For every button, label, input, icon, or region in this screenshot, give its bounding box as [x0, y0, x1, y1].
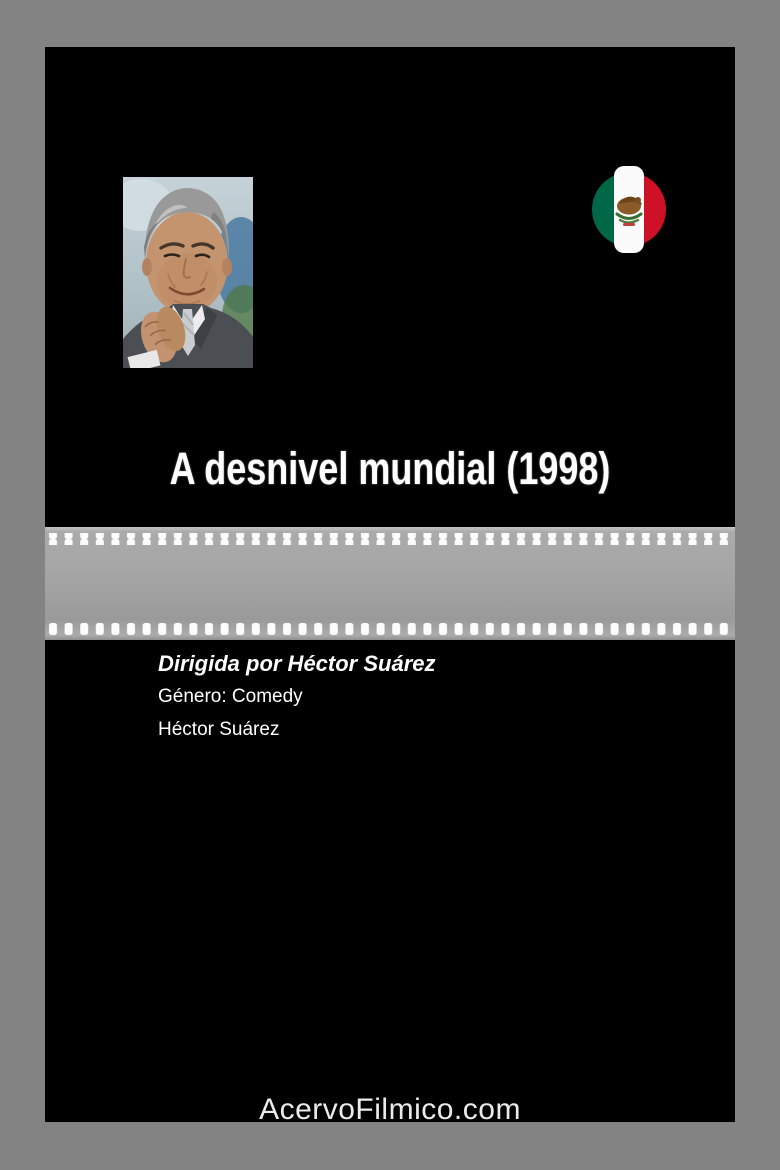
director-credit: Dirigida por Héctor Suárez [158, 651, 436, 676]
credits-block [158, 651, 718, 741]
genre-label: Género: Comedy [158, 686, 303, 707]
film-strip [45, 527, 735, 640]
mexico-flag-icon [591, 166, 667, 253]
portrait-illustration [123, 177, 253, 368]
mexico-flag-graphic [591, 166, 667, 253]
site-watermark: AcervoFilmico.com [259, 1093, 521, 1122]
poster-card [45, 47, 735, 1122]
movie-title: A desnivel mundial (1998) [169, 443, 611, 494]
film-sprocket-holes [45, 527, 735, 640]
cast-name: Héctor Suárez [158, 719, 280, 740]
hector-suarez-portrait-photo [123, 177, 253, 368]
